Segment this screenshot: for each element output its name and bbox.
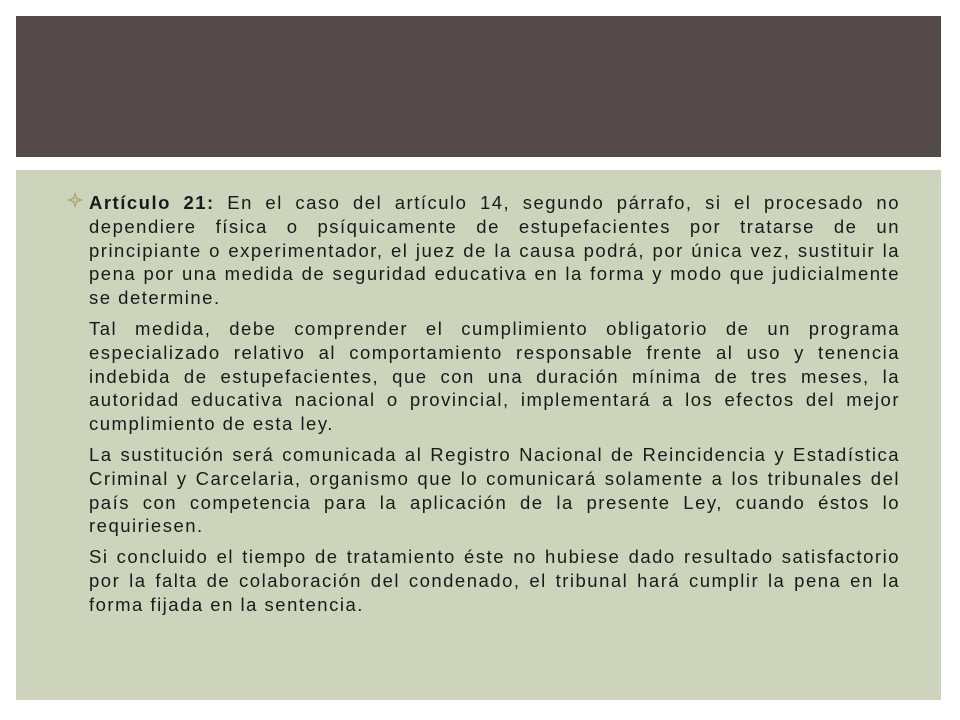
paragraph-text: La sustitución será comunicada al Registro Nacional de Reincidencia y Estadística Criminal y Carcelaria, organismo que lo comunicará solamente a los tribunales del país con competencia para la aplicación de la presente Ley, cuando éstos lo requiriesen.: [89, 443, 900, 537]
paragraph-substitution: [89, 443, 900, 538]
paragraph-text: Si concluido el tiempo de tratamiento éste no hubiese dado resultado satisfactorio por la falta de colaboración del condenado, el tribunal hará cumplir la pena en la forma fijada en la sentencia.: [89, 546, 900, 615]
title-band: [16, 16, 941, 157]
article-label: Artículo 21:: [89, 192, 228, 213]
paragraph-text: En el caso del artículo 14, segundo párrafo, si el procesado no dependiere física o psíquicamente de estupefacientes por tratarse de un principiante o experimentador, el juez de la causa podrá, por única vez, sustituir la pena por una medida de seguridad educativa en la forma y modo que judicialmente se determine.: [89, 192, 900, 309]
paragraph-conclusion: [89, 545, 900, 616]
paragraph-text: Tal medida, debe comprender el cumplimiento obligatorio de un programa especializado relativo al comportamiento responsable frente al uso y tenencia indebida de estupefacientes, que con una duración mínima de tres meses, la autoridad educativa nacional o provincial, implementará a los efectos del mejor cumplimiento de esta ley.: [89, 317, 900, 435]
diamond-bullet-icon: [67, 192, 83, 208]
paragraph-measure: [89, 317, 900, 436]
paragraph-article-21: [89, 191, 900, 310]
slide-body: [89, 191, 900, 624]
